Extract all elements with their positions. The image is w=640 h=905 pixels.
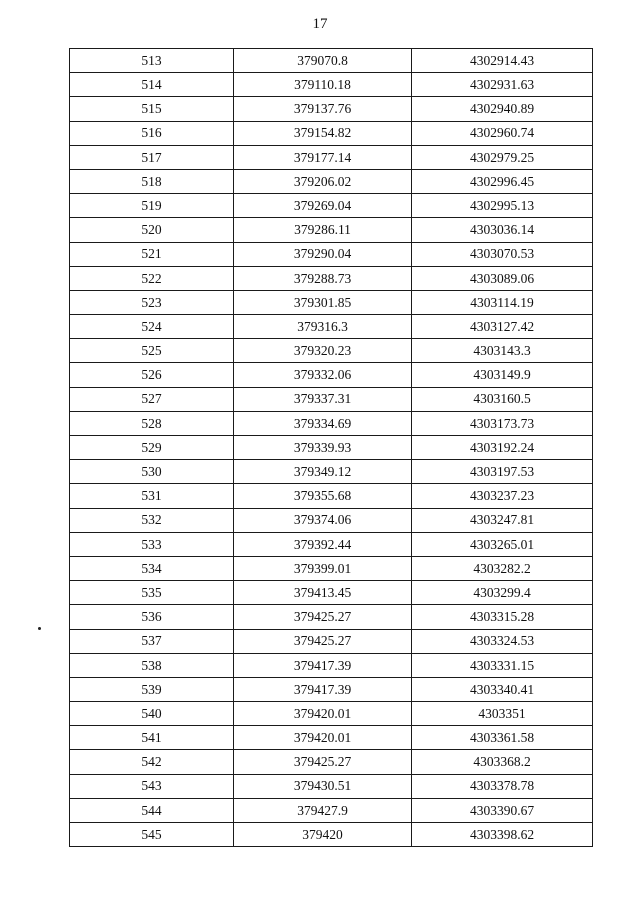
x-coordinate-cell: 379425.27: [234, 629, 412, 653]
point-number-cell: 515: [70, 97, 234, 121]
point-number-cell: 516: [70, 121, 234, 145]
x-coordinate-cell: 379420.01: [234, 726, 412, 750]
x-coordinate-cell: 379177.14: [234, 145, 412, 169]
x-coordinate-cell: 379154.82: [234, 121, 412, 145]
table-row: [70, 363, 593, 387]
y-coordinate-cell: 4303331.15: [412, 653, 593, 677]
point-number-cell: 539: [70, 677, 234, 701]
point-number-cell: 542: [70, 750, 234, 774]
x-coordinate-cell: 379316.3: [234, 315, 412, 339]
y-coordinate-cell: 4303070.53: [412, 242, 593, 266]
y-coordinate-cell: 4303036.14: [412, 218, 593, 242]
x-coordinate-cell: 379137.76: [234, 97, 412, 121]
x-coordinate-cell: 379425.27: [234, 750, 412, 774]
point-number-cell: 532: [70, 508, 234, 532]
x-coordinate-cell: 379417.39: [234, 677, 412, 701]
point-number-cell: 524: [70, 315, 234, 339]
table-row: [70, 145, 593, 169]
point-number-cell: 520: [70, 218, 234, 242]
table-row: [70, 436, 593, 460]
point-number-cell: 531: [70, 484, 234, 508]
table-row: [70, 73, 593, 97]
point-number-cell: 545: [70, 823, 234, 847]
table-row: [70, 194, 593, 218]
x-coordinate-cell: 379070.8: [234, 49, 412, 73]
x-coordinate-cell: 379301.85: [234, 290, 412, 314]
y-coordinate-cell: 4303114.19: [412, 290, 593, 314]
point-number-cell: 527: [70, 387, 234, 411]
x-coordinate-cell: 379206.02: [234, 169, 412, 193]
table-row: [70, 290, 593, 314]
point-number-cell: 529: [70, 436, 234, 460]
point-number-cell: 543: [70, 774, 234, 798]
x-coordinate-cell: 379399.01: [234, 556, 412, 580]
point-number-cell: 534: [70, 556, 234, 580]
point-number-cell: 541: [70, 726, 234, 750]
x-coordinate-cell: 379355.68: [234, 484, 412, 508]
y-coordinate-cell: 4302960.74: [412, 121, 593, 145]
table-row: [70, 484, 593, 508]
point-number-cell: 530: [70, 460, 234, 484]
x-coordinate-cell: 379417.39: [234, 653, 412, 677]
point-number-cell: 521: [70, 242, 234, 266]
table-row: [70, 581, 593, 605]
table-row: [70, 97, 593, 121]
y-coordinate-cell: 4303247.81: [412, 508, 593, 532]
point-number-cell: 517: [70, 145, 234, 169]
y-coordinate-cell: 4303361.58: [412, 726, 593, 750]
x-coordinate-cell: 379288.73: [234, 266, 412, 290]
table-row: [70, 532, 593, 556]
point-number-cell: 536: [70, 605, 234, 629]
point-number-cell: 535: [70, 581, 234, 605]
y-coordinate-cell: 4303368.2: [412, 750, 593, 774]
table-row: [70, 556, 593, 580]
y-coordinate-cell: 4302979.25: [412, 145, 593, 169]
table-row: [70, 387, 593, 411]
x-coordinate-cell: 379427.9: [234, 798, 412, 822]
x-coordinate-cell: 379420.01: [234, 702, 412, 726]
point-number-cell: 537: [70, 629, 234, 653]
x-coordinate-cell: 379374.06: [234, 508, 412, 532]
y-coordinate-cell: 4303127.42: [412, 315, 593, 339]
y-coordinate-cell: 4303149.9: [412, 363, 593, 387]
scan-mark: [38, 627, 41, 630]
table-row: [70, 508, 593, 532]
y-coordinate-cell: 4303237.23: [412, 484, 593, 508]
x-coordinate-cell: 379320.23: [234, 339, 412, 363]
point-number-cell: 528: [70, 411, 234, 435]
x-coordinate-cell: 379430.51: [234, 774, 412, 798]
point-number-cell: 525: [70, 339, 234, 363]
y-coordinate-cell: 4302914.43: [412, 49, 593, 73]
y-coordinate-cell: 4303173.73: [412, 411, 593, 435]
y-coordinate-cell: 4302940.89: [412, 97, 593, 121]
x-coordinate-cell: 379420: [234, 823, 412, 847]
x-coordinate-cell: 379290.04: [234, 242, 412, 266]
point-number-cell: 519: [70, 194, 234, 218]
table-row: [70, 339, 593, 363]
table-row: [70, 242, 593, 266]
point-number-cell: 514: [70, 73, 234, 97]
point-number-cell: 522: [70, 266, 234, 290]
y-coordinate-cell: 4303265.01: [412, 532, 593, 556]
point-number-cell: 533: [70, 532, 234, 556]
y-coordinate-cell: 4302996.45: [412, 169, 593, 193]
table-row: [70, 726, 593, 750]
point-number-cell: 526: [70, 363, 234, 387]
table-row: [70, 121, 593, 145]
point-number-cell: 523: [70, 290, 234, 314]
table-row: [70, 750, 593, 774]
x-coordinate-cell: 379110.18: [234, 73, 412, 97]
y-coordinate-cell: 4303340.41: [412, 677, 593, 701]
x-coordinate-cell: 379425.27: [234, 605, 412, 629]
y-coordinate-cell: 4303282.2: [412, 556, 593, 580]
table-row: [70, 629, 593, 653]
table-row: [70, 315, 593, 339]
table-row: [70, 823, 593, 847]
y-coordinate-cell: 4303192.24: [412, 436, 593, 460]
y-coordinate-cell: 4303197.53: [412, 460, 593, 484]
point-number-cell: 544: [70, 798, 234, 822]
y-coordinate-cell: 4303315.28: [412, 605, 593, 629]
x-coordinate-cell: 379286.11: [234, 218, 412, 242]
table-row: [70, 774, 593, 798]
y-coordinate-cell: 4303324.53: [412, 629, 593, 653]
table-row: [70, 266, 593, 290]
y-coordinate-cell: 4303089.06: [412, 266, 593, 290]
point-number-cell: 513: [70, 49, 234, 73]
table-row: [70, 702, 593, 726]
point-number-cell: 540: [70, 702, 234, 726]
x-coordinate-cell: 379332.06: [234, 363, 412, 387]
table-row: [70, 218, 593, 242]
x-coordinate-cell: 379337.31: [234, 387, 412, 411]
coordinates-table-body: [70, 49, 593, 847]
x-coordinate-cell: 379349.12: [234, 460, 412, 484]
x-coordinate-cell: 379392.44: [234, 532, 412, 556]
table-row: [70, 460, 593, 484]
point-number-cell: 538: [70, 653, 234, 677]
table-row: [70, 49, 593, 73]
page-number: 17: [312, 16, 328, 32]
y-coordinate-cell: 4303398.62: [412, 823, 593, 847]
y-coordinate-cell: 4302995.13: [412, 194, 593, 218]
y-coordinate-cell: 4303378.78: [412, 774, 593, 798]
table-row: [70, 798, 593, 822]
y-coordinate-cell: 4303351: [412, 702, 593, 726]
y-coordinate-cell: 4303160.5: [412, 387, 593, 411]
x-coordinate-cell: 379334.69: [234, 411, 412, 435]
table-row: [70, 677, 593, 701]
table-row: [70, 411, 593, 435]
x-coordinate-cell: 379413.45: [234, 581, 412, 605]
y-coordinate-cell: 4303299.4: [412, 581, 593, 605]
y-coordinate-cell: 4302931.63: [412, 73, 593, 97]
coordinates-table: [69, 48, 593, 847]
table-row: [70, 169, 593, 193]
x-coordinate-cell: 379269.04: [234, 194, 412, 218]
point-number-cell: 518: [70, 169, 234, 193]
y-coordinate-cell: 4303390.67: [412, 798, 593, 822]
y-coordinate-cell: 4303143.3: [412, 339, 593, 363]
table-row: [70, 605, 593, 629]
table-row: [70, 653, 593, 677]
x-coordinate-cell: 379339.93: [234, 436, 412, 460]
